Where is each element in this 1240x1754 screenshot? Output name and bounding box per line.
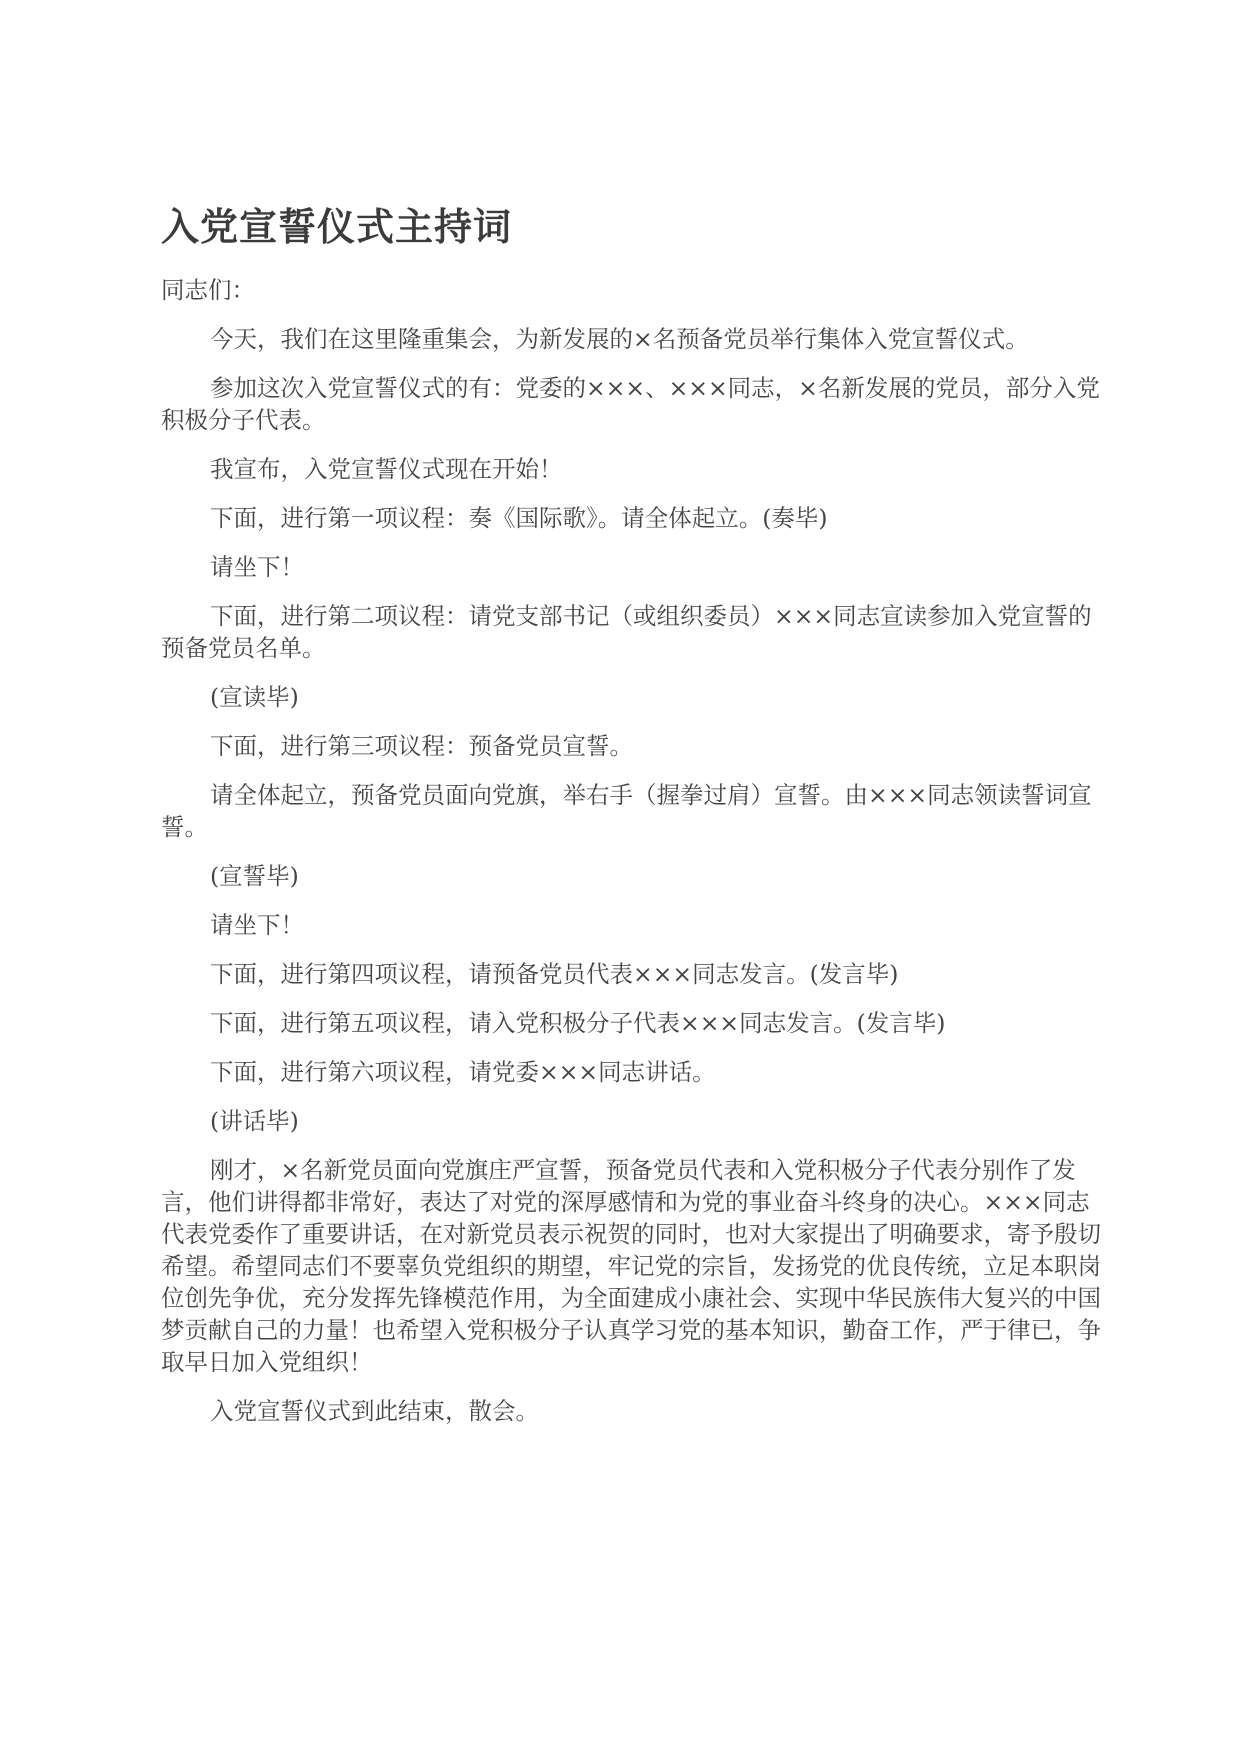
paragraph-reading-done: (宣读毕) <box>210 683 299 711</box>
paragraph-attendees: 参加这次入党宣誓仪式的有：党委的×××、×××同志，×名新发展的党员，部分入党积极分子代表。 <box>161 374 1100 434</box>
paragraph-agenda-3: 下面，进行第三项议程：预备党员宣誓。 <box>210 732 633 760</box>
salutation: 同志们： <box>161 276 255 304</box>
paragraph-closing: 入党宣誓仪式到此结束，散会。 <box>210 1397 539 1425</box>
paragraph-announce-start: 我宣布，入党宣誓仪式现在开始！ <box>210 455 563 483</box>
paragraph-agenda-2: 下面，进行第二项议程：请党支部书记（或组织委员）×××同志宣读参加入党宣誓的预备党员名单。 <box>161 602 1092 662</box>
paragraph-oath-done: (宣誓毕) <box>210 862 299 890</box>
paragraph-agenda-4: 下面，进行第四项议程，请预备党员代表×××同志发言。(发言毕) <box>210 960 899 988</box>
paragraph-agenda-6: 下面，进行第六项议程，请党委×××同志讲话。 <box>210 1058 716 1086</box>
document-title: 入党宣誓仪式主持词 <box>161 205 513 249</box>
paragraph-opening: 今天，我们在这里隆重集会，为新发展的×名预备党员举行集体入党宣誓仪式。 <box>210 325 1029 353</box>
paragraph-sit-down-2: 请坐下！ <box>210 911 304 939</box>
document-body <box>161 274 1101 1444</box>
paragraph-agenda-1: 下面，进行第一项议程：奏《国际歌》。请全体起立。(奏毕) <box>210 504 828 532</box>
paragraph-speech-done: (讲话毕) <box>210 1107 299 1135</box>
paragraph-oath-instruction: 请全体起立，预备党员面向党旗，举右手（握拳过肩）宣誓。由×××同志领读誓词宣誓。 <box>161 781 1092 841</box>
paragraph-sit-down: 请坐下！ <box>210 553 304 581</box>
paragraph-summary: 刚才，×名新党员面向党旗庄严宣誓，预备党员代表和入党积极分子代表分别作了发言，他们讲得都非常好，表达了对党的深厚感情和为党的事业奋斗终身的决心。×××同志代表党委作了重要讲话，在对新党员表示祝贺的同时，也对大家提出了明确要求，寄予殷切希望。希望同志们不要辜负党组织的期望，牢记党的宗旨，发扬党的优良传统，立足本职岗位创先争优，充分发挥先锋模范作用，为全面建成小康社会、实现中华民族伟大复兴的中国梦贡献自己的力量！也希望入党积极分子认真学习党的基本知识，勤奋工作，严于律已，争取早日加入党组织！ <box>161 1156 1101 1376</box>
paragraph-agenda-5: 下面，进行第五项议程，请入党积极分子代表×××同志发言。(发言毕) <box>210 1009 946 1037</box>
